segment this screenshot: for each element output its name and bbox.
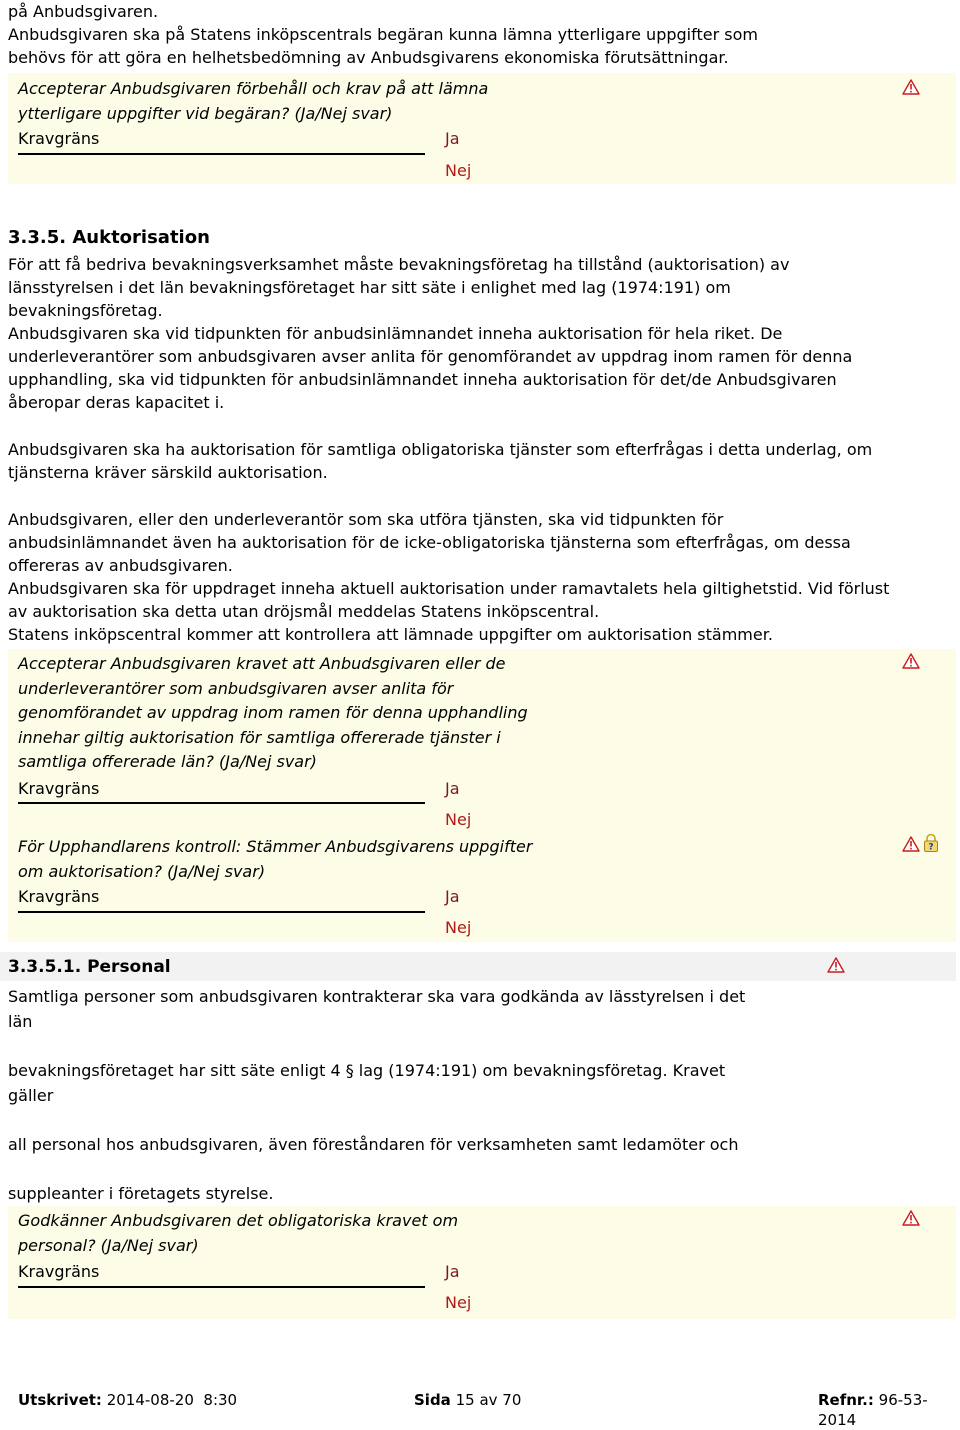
section-paragraph-1: För att få bedriva bevakningsverksamhet måste bevakningsföretag ha tillstånd (auktorisation) av länsstyrelsen i det län bevakningsföretaget har sitt säte i enlighet med lag (1974:191) om bevakningsföretag. xyxy=(8,255,790,320)
question-box-2 xyxy=(8,649,956,942)
footer-page-value: 15 av 70 xyxy=(455,1391,522,1409)
answer-no[interactable]: Nej xyxy=(445,1293,472,1312)
warning-triangle-icon xyxy=(902,836,920,852)
answer-no[interactable]: Nej xyxy=(445,161,472,180)
answer-yes[interactable]: Ja xyxy=(445,129,460,148)
personal-text-2: bevakningsföretaget har sitt säte enligt 4 § lag (1974:191) om bevakningsföretag. Kravet gäller xyxy=(8,1061,726,1105)
svg-text:?: ? xyxy=(928,842,934,853)
footer-printed-label: Utskrivet: xyxy=(18,1391,102,1409)
question-box-4 xyxy=(8,1206,956,1319)
lock-question-icon xyxy=(922,833,940,853)
section-paragraph-5: Anbudsgivaren ska för uppdraget inneha aktuell auktorisation under ramavtalets hela giltighetstid. Vid förlust av auktorisation ska detta utan dröjsmål meddelas Statens inköpscentral. xyxy=(8,579,890,621)
kravgrans-line xyxy=(18,911,425,913)
question-box-1 xyxy=(8,73,956,184)
intro-paragraph: Anbudsgivaren ska på Statens inköpscentrals begäran kunna lämna ytterligare uppgifter som behövs för att göra en helhetsbedömning av Anbudsgivarens ekonomiska förutsättningar. xyxy=(8,25,758,67)
kravgrans-line xyxy=(18,802,425,804)
answer-no[interactable]: Nej xyxy=(445,918,472,937)
footer-page xyxy=(414,1390,521,1410)
kravgrans-label: Kravgräns xyxy=(18,1262,100,1281)
kravgrans-label: Kravgräns xyxy=(18,129,100,148)
question-text: Accepterar Anbudsgivaren kravet att Anbudsgivaren eller de underleverantörer som anbudsgivaren avser anlita för genomförandet av uppdrag inom ramen för denna upphandling innehar giltig auktorisation för samtliga offererade tjänster i samtliga offererade län? (Ja/Nej svar) xyxy=(18,654,528,771)
footer-ref xyxy=(818,1390,960,1430)
kravgrans-line xyxy=(18,1286,425,1288)
footer-ref-label: Refnr.: xyxy=(818,1391,874,1409)
footer-printed-value: 2014-08-20 8:30 xyxy=(106,1391,238,1409)
answer-yes[interactable]: Ja xyxy=(445,1262,460,1281)
kravgrans-label: Kravgräns xyxy=(18,779,100,798)
answer-no[interactable]: Nej xyxy=(445,810,472,829)
personal-text-4: suppleanter i företagets styrelse. xyxy=(8,1184,274,1203)
intro-line: på Anbudsgivaren. xyxy=(8,2,159,21)
section-paragraph-4: Anbudsgivaren, eller den underleverantör som ska utföra tjänsten, ska vid tidpunkten för anbudsinlämnandet även ha auktorisation för de icke-obligatoriska tjänsterna som efterfrågas, om dessa offereras av anbudsgivaren. xyxy=(8,510,851,575)
personal-text-3: all personal hos anbudsgivaren, även föreståndaren för verksamheten samt ledamöter och xyxy=(8,1135,739,1154)
section-paragraph-3: Anbudsgivaren ska ha auktorisation för samtliga obligatoriska tjänster som efterfrågas i detta underlag, om tjänsterna kräver särskild auktorisation. xyxy=(8,440,873,482)
question-text: För Upphandlarens kontroll: Stämmer Anbudsgivarens uppgifter om auktorisation? (Ja/Nej svar) xyxy=(18,837,533,881)
kravgrans-label: Kravgräns xyxy=(18,887,100,906)
warning-triangle-icon xyxy=(902,79,920,95)
section-paragraph-6: Statens inköpscentral kommer att kontrollera att lämnade uppgifter om auktorisation stämmer. xyxy=(8,625,773,644)
section-paragraph-2: Anbudsgivaren ska vid tidpunkten för anbudsinlämnandet inneha auktorisation för hela riket. De underleverantörer som anbudsgivaren avser anlita för genomförandet av uppdrag inom ramen för denna upphandling, ska vid tidpunkten för anbudsinlämnandet inneha auktorisation för det/de Anbudsgivaren åberopar deras kapacitet i. xyxy=(8,324,853,412)
answer-yes[interactable]: Ja xyxy=(445,779,460,798)
subsection-heading: 3.3.5.1. Personal xyxy=(8,957,171,977)
kravgrans-line xyxy=(18,153,425,155)
answer-yes[interactable]: Ja xyxy=(445,887,460,906)
warning-triangle-icon xyxy=(902,653,920,669)
personal-text-1: Samtliga personer som anbudsgivaren kontrakterar ska vara godkända av lässtyrelsen i det län xyxy=(8,987,746,1031)
question-text: Accepterar Anbudsgivaren förbehåll och krav på att lämna ytterligare uppgifter vid begäran? (Ja/Nej svar) xyxy=(18,79,489,123)
question-text: Godkänner Anbudsgivaren det obligatoriska kravet om personal? (Ja/Nej svar) xyxy=(18,1211,459,1255)
footer-page-label: Sida xyxy=(414,1391,451,1409)
section-heading: 3.3.5. Auktorisation xyxy=(8,227,210,248)
warning-triangle-icon xyxy=(827,957,845,973)
warning-triangle-icon xyxy=(902,1210,920,1226)
footer-ref-value: 96-53-2014 xyxy=(818,1391,928,1429)
footer-printed xyxy=(18,1390,237,1410)
